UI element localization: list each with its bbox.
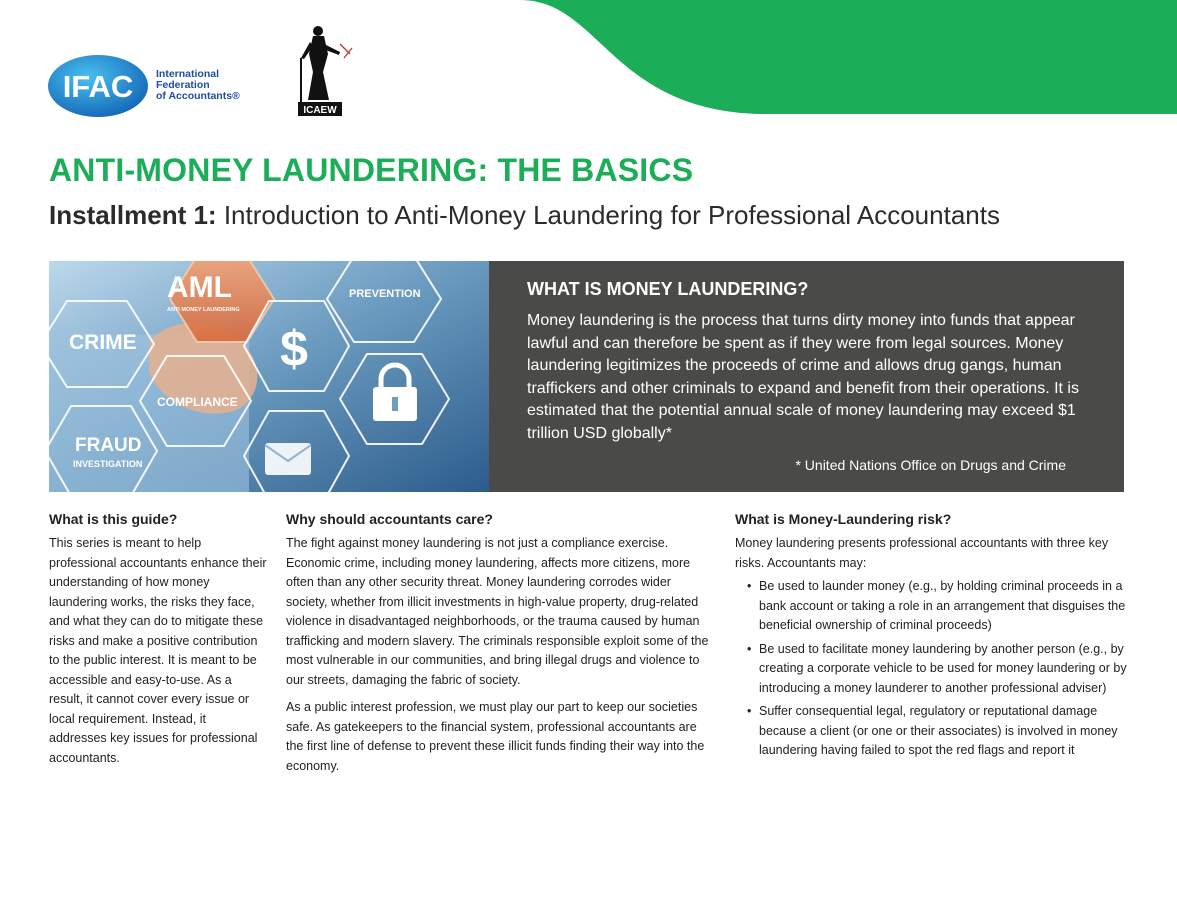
envelope-icon xyxy=(265,443,311,475)
risk-list-item xyxy=(735,640,1127,699)
hero-label-fraud: FRAUD xyxy=(75,435,142,456)
page-subtitle xyxy=(49,200,1000,231)
definition-heading: WHAT IS MONEY LAUNDERING? xyxy=(527,279,809,299)
definition-footnote: * United Nations Office on Drugs and Crime xyxy=(795,457,1066,473)
guide-heading: What is this guide? xyxy=(49,511,178,527)
risk-item-text: Suffer consequential legal, regulatory or reputational damage because a client (or one or their associates) is involved in money laundering having failed to spot the red flags and report it xyxy=(759,704,1118,757)
why-care-heading: Why should accountants care? xyxy=(286,511,493,527)
icaew-mark: ICAEW xyxy=(303,105,337,116)
hero-label-aml: AML xyxy=(167,271,232,304)
risk-list xyxy=(735,577,1127,761)
risk-intro: Money laundering presents professional accountants with three key risks. Accountants may: xyxy=(735,536,1109,570)
ifac-mark: IFAC xyxy=(62,69,134,104)
why-care-paragraph: The fight against money laundering is not just a compliance exercise. Economic crime, including money laundering, affects more citizens, more often than any other security threat. Money laundering corrodes wider society, whether from illicit investments in high-value property, drug-related violence in disadvantaged neighborhoods, or the trauma caused by human trafficking and modern slavery. The criminals responsible exploit some of the most vulnerable in our communities, and bring illegal drugs and violence to our streets, damaging the fabric of society. xyxy=(286,536,709,687)
ifac-globe-icon xyxy=(48,54,154,118)
bullet-icon: • xyxy=(747,579,752,593)
bullet-icon: • xyxy=(747,641,752,656)
why-care-column xyxy=(286,510,710,776)
guide-text: This series is meant to help professional accountants enhance their understanding of how money laundering works, the risks they face, and what they can do to mitigate these risks and make a positive contribution to the public interest. It is meant to be accessible and easy-to-use. As a result, it cannot cover every issue or local requirement. Instead, it addresses key issues for professional accountants. xyxy=(49,536,267,765)
risk-list-item xyxy=(735,702,1127,761)
guide-column xyxy=(49,510,267,768)
hero-label-investigation: INVESTIGATION xyxy=(73,459,143,469)
risk-list-item xyxy=(735,577,1127,636)
risk-column xyxy=(735,510,1127,761)
hero-illustration xyxy=(49,261,489,492)
page-title: ANTI-MONEY LAUNDERING: THE BASICS xyxy=(49,152,694,188)
hero-image xyxy=(49,261,489,492)
subtitle-installment: Installment 1: xyxy=(49,200,217,230)
ifac-wordmark xyxy=(156,69,240,102)
subtitle-text: Introduction to Anti-Money Laundering for Professional Accountants xyxy=(216,200,1000,230)
icaew-logo xyxy=(296,22,356,118)
hero-label-crime: CRIME xyxy=(69,331,137,354)
bullet-icon: • xyxy=(747,704,752,718)
why-care-paragraph: As a public interest profession, we must play our part to keep our societies safe. As gatekeepers to the financial system, professional accountants are the first line of defense to prevent these illicit funds finding their way into the economy. xyxy=(286,700,705,773)
dollar-icon: $ xyxy=(280,321,308,377)
risk-heading: What is Money-Laundering risk? xyxy=(735,511,952,527)
ifac-line: of Accountants® xyxy=(156,90,240,102)
hero-label-aml-sub: ANTI MONEY LAUNDERING xyxy=(167,307,240,313)
ifac-line: International xyxy=(156,68,220,80)
hero-label-compliance: COMPLIANCE xyxy=(157,395,238,409)
risk-item-text: Be used to launder money (e.g., by holding criminal proceeds in a bank account or taking a role in an arrangement that disguises the beneficial ownership of criminal proceeds) xyxy=(759,579,1126,632)
risk-item-text: Be used to facilitate money laundering by another person (e.g., by creating a corporate vehicle to be used for money laundering or by introducing a money launderer to another professional adviser) xyxy=(759,641,1127,695)
definition-text: Money laundering is the process that turns dirty money into funds that appear lawful and can therefore be spent as if they were from legal sources. Money laundering legitimizes the proceeds of crime and allows drug gangs, human traffickers and other criminals to expand and benefit from their operations. It is estimated that the potential annual scale of money laundering may exceed $1 trillion USD globally* xyxy=(527,312,1079,442)
ifac-line: Federation xyxy=(156,79,210,91)
hero-label-prevention: PREVENTION xyxy=(349,288,421,300)
definition-box xyxy=(489,261,1124,492)
